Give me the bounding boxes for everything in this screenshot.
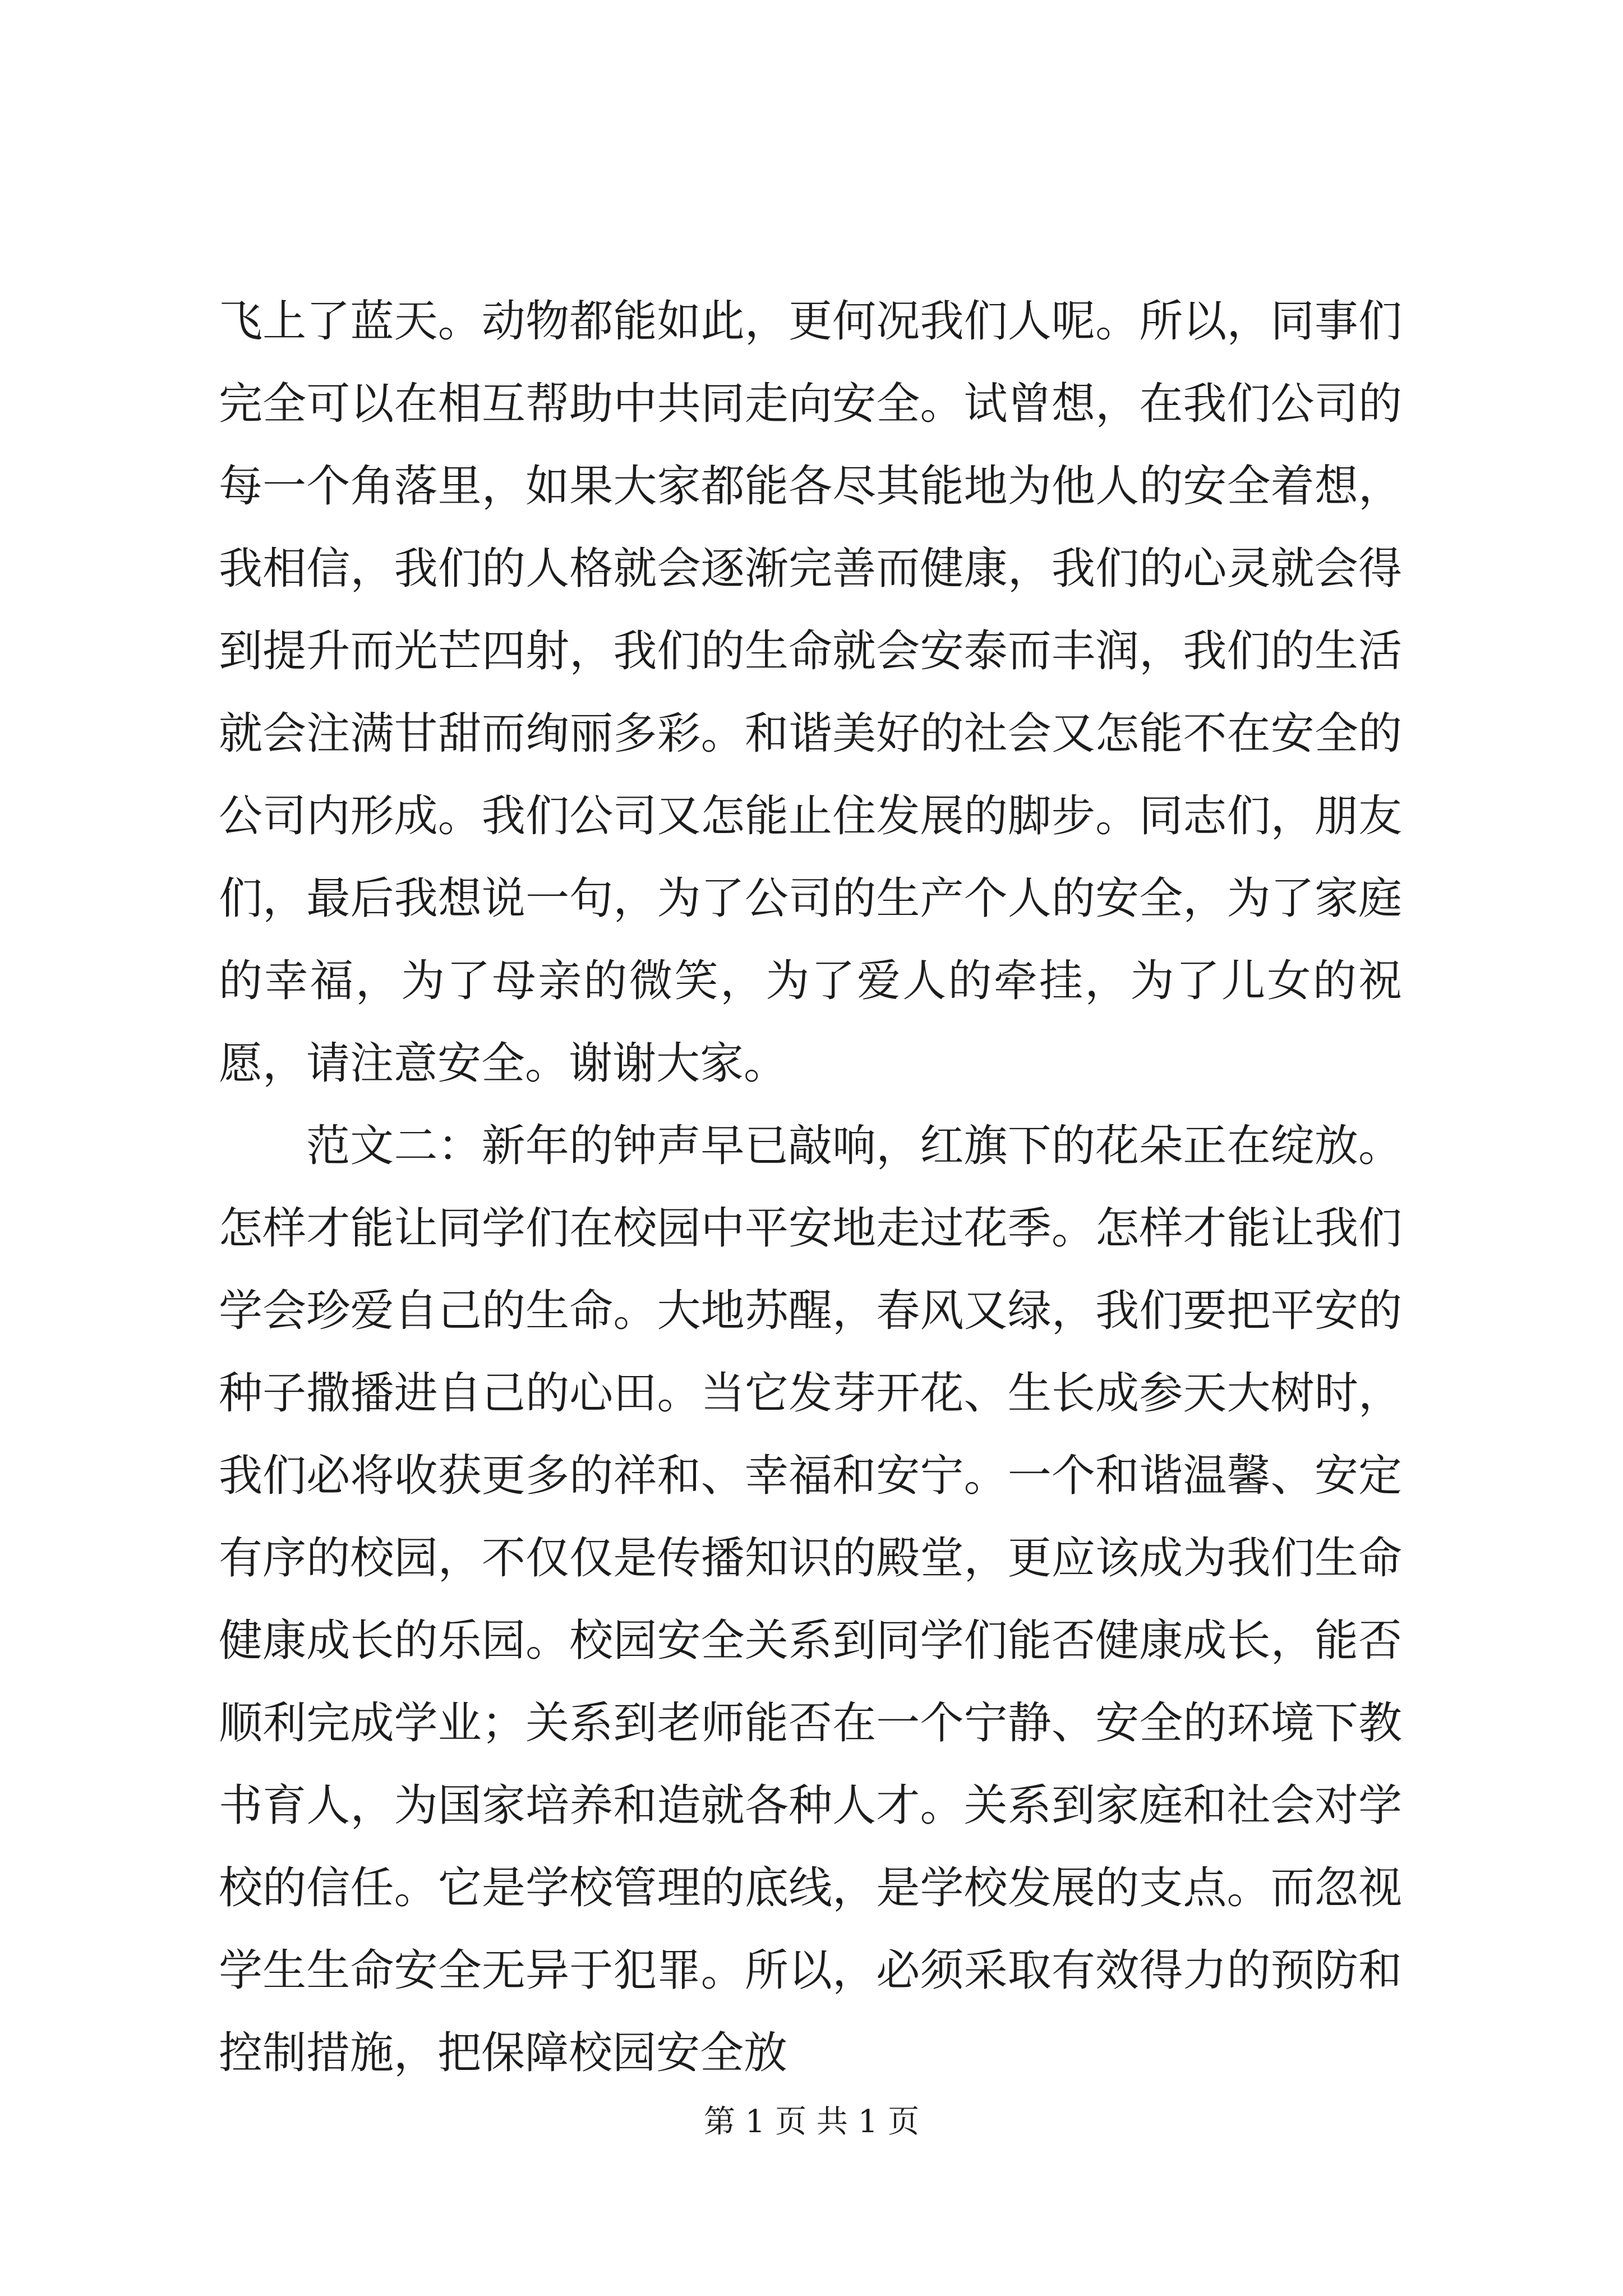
page-footer: 第 1 页 共 1 页 bbox=[703, 2104, 920, 2140]
body-text bbox=[219, 280, 1402, 2095]
paragraph-fanwen-two: 范文二：新年的钟声早已敲响，红旗下的花朵正在绽放。怎样才能让同学们在校园中平安地走过花季。怎样才能让我们学会珍爱自己的生命。大地苏醒，春风又绿，我们要把平安的种子撒播进自己的心田。当它发芽开花、生长成参天大树时，我们必将收获更多的祥和、幸福和安宁。一个和谐温馨、安定有序的校园，不仅仅是传播知识的殿堂，更应该成为我们生命健康成长的乐园。校园安全关系到同学们能否健康成长，能否顺利完成学业；关系到老师能否在一个宁静、安全的环境下教书育人，为国家培养和造就各种人才。关系到家庭和社会对学校的信任。它是学校管理的底线，是学校发展的支点。而忽视学生生命安全无异于犯罪。所以，必须采取有效得力的预防和控制措施，把保障校园安全放 bbox=[219, 1121, 1402, 2078]
paragraph-continuation: 飞上了蓝天。动物都能如此，更何况我们人呢。所以，同事们完全可以在相互帮助中共同走向安全。试曾想，在我们公司的每一个角落里，如果大家都能各尽其能地为他人的安全着想，我相信，我们的人格就会逐渐完善而健康，我们的心灵就会得到提升而光芒四射，我们的生命就会安泰而丰润，我们的生活就会注满甘甜而绚丽多彩。和谐美好的社会又怎能不在安全的公司内形成。我们公司又怎能止住发展的脚步。同志们，朋友们，最后我想说一句，为了公司的生产个人的安全，为了家庭的幸福，为了母亲的微笑，为了爱人的牵挂，为了儿女的祝愿，请注意安全。谢谢大家。 bbox=[219, 296, 1402, 1089]
